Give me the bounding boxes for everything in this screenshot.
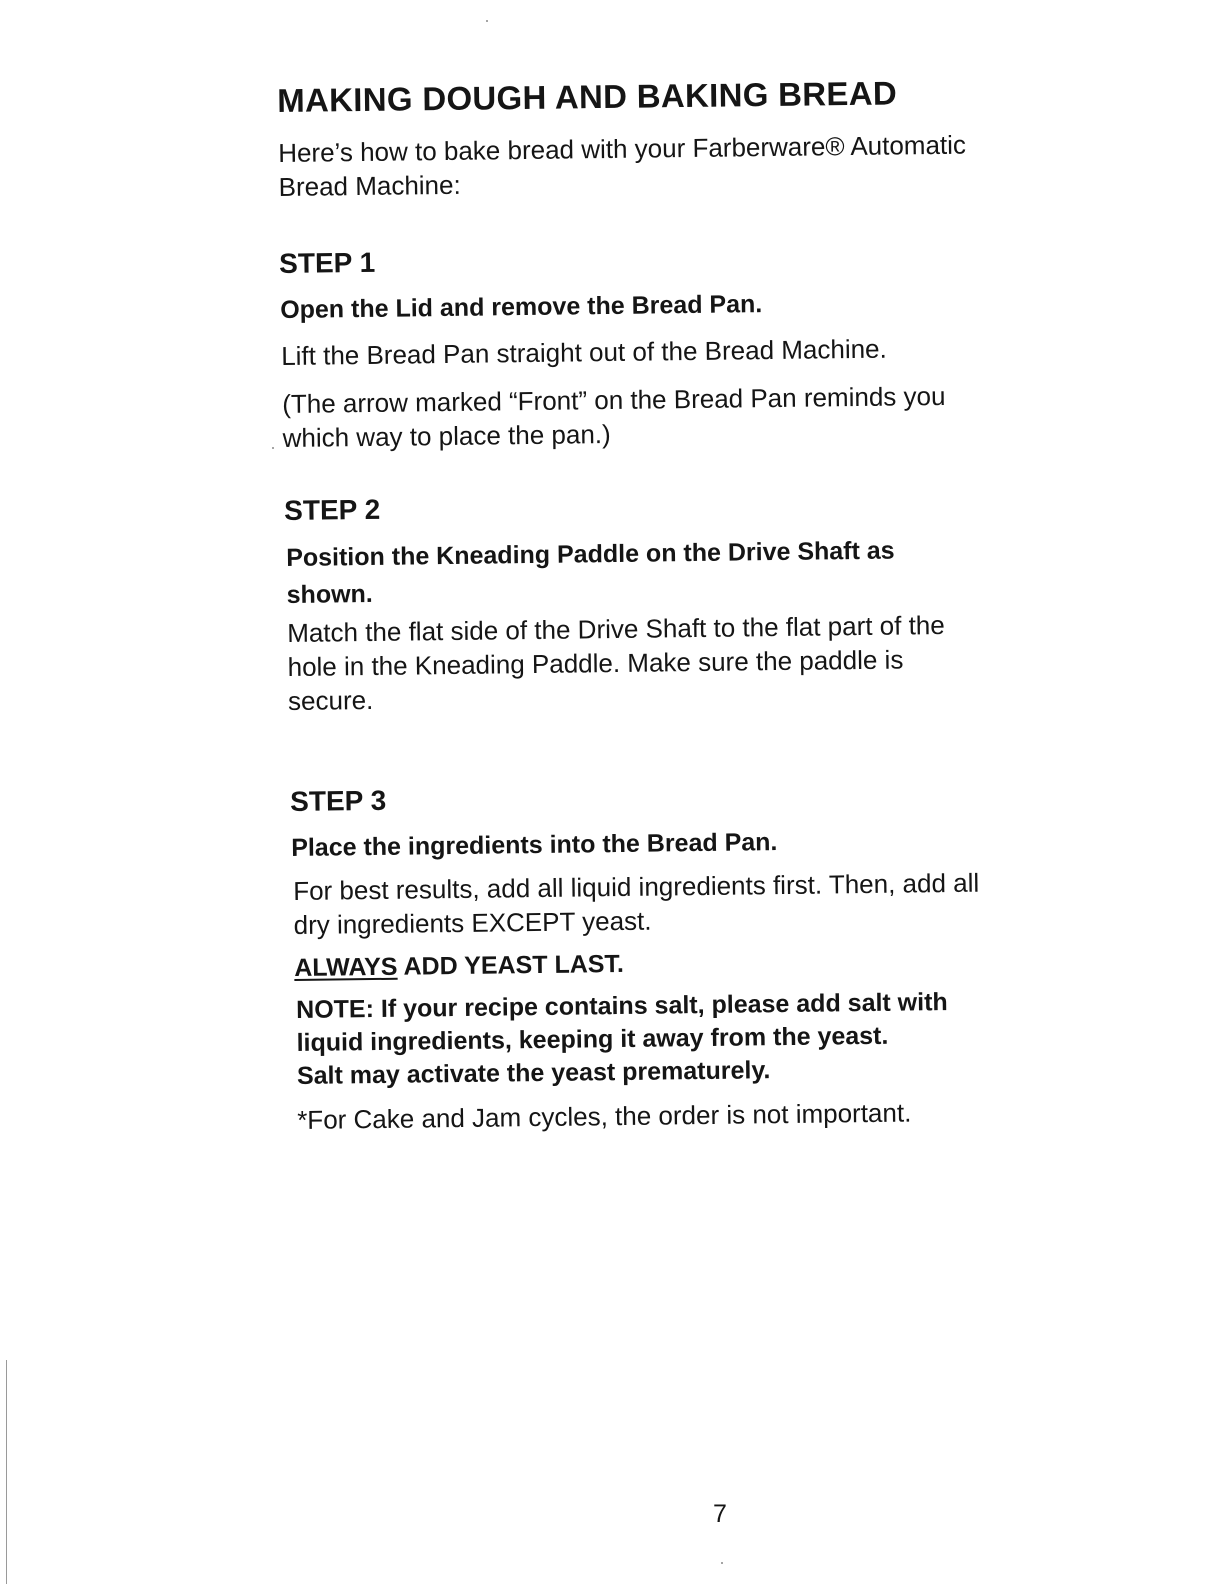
step-3-heading: STEP 3 bbox=[290, 784, 387, 817]
step-2-text-line-3: secure. bbox=[287, 684, 374, 716]
binding-edge-line bbox=[6, 1360, 7, 1584]
step-3-text-line-1: For best results, add all liquid ingredients first. Then, add all bbox=[293, 867, 980, 906]
step-1-note bbox=[282, 379, 946, 455]
scan-speck bbox=[486, 20, 488, 22]
footnote: *For Cake and Jam cycles, the order is not important. bbox=[297, 1097, 912, 1135]
scan-speck bbox=[721, 1562, 723, 1564]
step-1-note-line-1: (The arrow marked “Front” on the Bread Pan reminds you bbox=[282, 380, 946, 419]
step-3-text bbox=[293, 866, 980, 942]
step-1-text: Lift the Bread Pan straight out of the Bread Machine. bbox=[281, 333, 887, 371]
intro-line-1: Here’s how to bake bread with your Farberware® Automatic bbox=[278, 129, 967, 168]
step-2-heading: STEP 2 bbox=[284, 493, 381, 526]
step-2-subheading-line-2: shown. bbox=[286, 579, 373, 609]
step-2-text bbox=[287, 608, 946, 718]
step-1-note-line-2: which way to place the pan.) bbox=[282, 418, 611, 453]
always-add-yeast-last bbox=[294, 946, 624, 987]
step-1-heading: STEP 1 bbox=[279, 246, 376, 279]
step-3-text-line-2: dry ingredients EXCEPT yeast. bbox=[293, 905, 652, 940]
scan-speck bbox=[272, 447, 274, 449]
salt-note-line-3: Salt may activate the yeast prematurely. bbox=[296, 1056, 771, 1090]
intro-paragraph bbox=[278, 128, 967, 204]
salt-note-line-1: NOTE: If your recipe contains salt, please add salt with bbox=[296, 988, 948, 1024]
page-number: 7 bbox=[713, 1500, 727, 1528]
salt-note-line-2: liquid ingredients, keeping it away from the yeast. bbox=[296, 1021, 889, 1057]
always-word: ALWAYS bbox=[294, 952, 398, 982]
intro-line-2: Bread Machine: bbox=[278, 169, 461, 202]
step-2-subheading bbox=[286, 533, 895, 614]
step-2-subheading-line-1: Position the Kneading Paddle on the Drive Shaft as bbox=[286, 536, 895, 572]
salt-note bbox=[296, 986, 949, 1093]
always-rest: ADD YEAST LAST. bbox=[403, 949, 625, 981]
step-3-subheading: Place the ingredients into the Bread Pan. bbox=[291, 828, 778, 862]
step-2-text-line-1: Match the flat side of the Drive Shaft to the flat part of the bbox=[287, 609, 945, 648]
step-1-subheading: Open the Lid and remove the Bread Pan. bbox=[280, 290, 763, 324]
step-2-text-line-2: hole in the Kneading Paddle. Make sure the paddle is bbox=[287, 644, 904, 682]
page-title: MAKING DOUGH AND BAKING BREAD bbox=[277, 74, 898, 119]
